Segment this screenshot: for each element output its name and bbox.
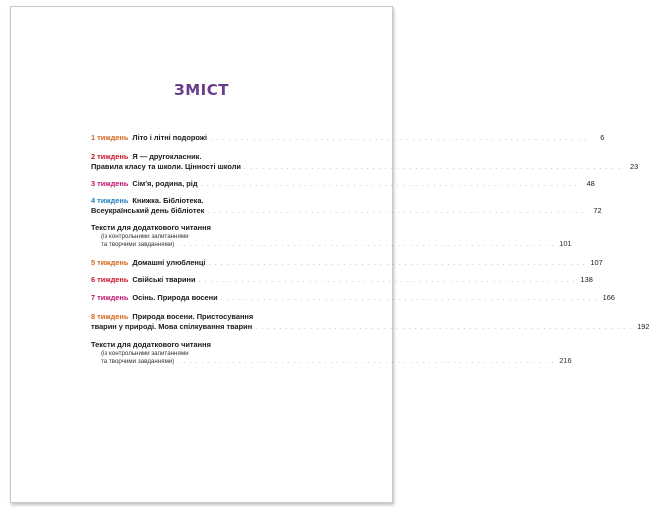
week-label: 3 тиждень	[91, 179, 129, 188]
entry-title: Тексти для додаткового читання	[91, 340, 211, 349]
entry-title: Домашні улюбленці	[132, 258, 206, 267]
week-label: 6 тиждень	[91, 275, 129, 284]
entry-title: Я — другокласник.	[132, 152, 202, 161]
entry-title-line: тварин у природі. Мова спілкування тварин	[91, 321, 253, 331]
page-number: 192	[637, 321, 649, 331]
page-number: 101	[559, 239, 572, 248]
week-label: 7 тиждень	[91, 293, 129, 302]
entry-subtitle: (із контрольними запитаннями	[101, 232, 189, 240]
dot-leader: . . . . . . . . . . . . . . . . . . . . . . . . . . . . . . . . . . . . . . . . . . . . . . . . . . . . . . . . . . . . . .	[220, 296, 598, 302]
week-label: 4 тиждень	[91, 196, 129, 205]
entry-title: Осінь. Природа восени	[132, 293, 218, 302]
dot-leader: . . . . . . . . . . . . . . . . . . . . . . . . . . . . . . . . . . . . . . . . . . . . . . . . . . . . . . . . . . . . . .	[208, 261, 586, 267]
toc-entry[interactable]	[91, 223, 572, 249]
toc-entry[interactable]	[91, 275, 593, 287]
entry-title-line: Правила класу та школи. Цінності школи	[91, 161, 241, 171]
week-label: 1 тиждень	[91, 133, 129, 142]
entry-title-line: Всеукраїнський день бібліотек	[91, 205, 205, 215]
dot-leader: . . . . . . . . . . . . . . . . . . . . . . . . . . . . . . . . . . . . . . . . . . . . . . . . . . . . . . . . . . . . . .	[177, 359, 555, 365]
dot-leader: . . . . . . . . . . . . . . . . . . . . . . . . . . . . . . . . . . . . . . . . . . . . . . . . . . . . . . . . . . . . . .	[198, 278, 576, 284]
page-number: 107	[590, 258, 603, 267]
page-number: 138	[580, 275, 593, 284]
toc-entry[interactable]	[91, 196, 602, 217]
dot-leader: . . . . . . . . . . . . . . . . . . . . . . . . . . . . . . . . . . . . . . . . . . . . . . . . . . . . . . . . . . . . . .	[243, 164, 622, 171]
entry-title: Літо і літні подорожі	[132, 133, 208, 142]
toc-entry[interactable]	[91, 293, 615, 305]
entry-subtitle: та творчими завданнями)	[101, 241, 175, 248]
entry-title: Природа восени. Пристосування	[132, 312, 254, 321]
entry-title: Книжка. Бібліотека.	[132, 196, 204, 205]
entry-title: Свійські тварини	[132, 275, 196, 284]
page-number: 48	[586, 179, 595, 188]
page-number: 23	[629, 161, 639, 171]
week-label: 2 тиждень	[91, 152, 129, 161]
page-number: 166	[602, 293, 615, 302]
toc-entry[interactable]	[91, 133, 605, 145]
dot-leader: . . . . . . . . . . . . . . . . . . . . . . . . . . . . . . . . . . . . . . . . . . . . . . . . . . . . . . . . . . . . . .	[255, 324, 633, 331]
page-number: 6	[600, 133, 605, 142]
page-number: 72	[593, 205, 602, 215]
week-label: 5 тиждень	[91, 258, 129, 267]
toc-entry[interactable]	[91, 179, 595, 191]
entry-title: Тексти для додаткового читання	[91, 223, 211, 232]
toc-entry[interactable]	[91, 312, 649, 333]
dot-leader: . . . . . . . . . . . . . . . . . . . . . . . . . . . . . . . . . . . . . . . . . . . . . . . . . . . . . . . . . . . . . .	[210, 136, 588, 142]
entry-title: Сім'я, родина, рід	[132, 179, 198, 188]
entry-subtitle: (із контрольними запитаннями	[101, 349, 189, 357]
dot-leader: . . . . . . . . . . . . . . . . . . . . . . . . . . . . . . . . . . . . . . . . . . . . . . . . . . . . . . . . . . . . . .	[207, 208, 585, 215]
dot-leader: . . . . . . . . . . . . . . . . . . . . . . . . . . . . . . . . . . . . . . . . . . . . . . . . . . . . . . . . . . . . . .	[177, 242, 555, 248]
page-title: ЗМІСТ	[174, 81, 229, 99]
toc-entry[interactable]	[91, 340, 572, 366]
page-number: 216	[559, 356, 572, 365]
book-page	[10, 6, 649, 503]
week-label: 8 тиждень	[91, 312, 129, 321]
entry-subtitle: та творчими завданнями)	[101, 358, 175, 365]
toc-entry[interactable]	[91, 152, 639, 173]
dot-leader: . . . . . . . . . . . . . . . . . . . . . . . . . . . . . . . . . . . . . . . . . . . . . . . . . . . . . . . . . . . . . .	[200, 182, 578, 188]
toc-entry[interactable]	[91, 258, 603, 270]
